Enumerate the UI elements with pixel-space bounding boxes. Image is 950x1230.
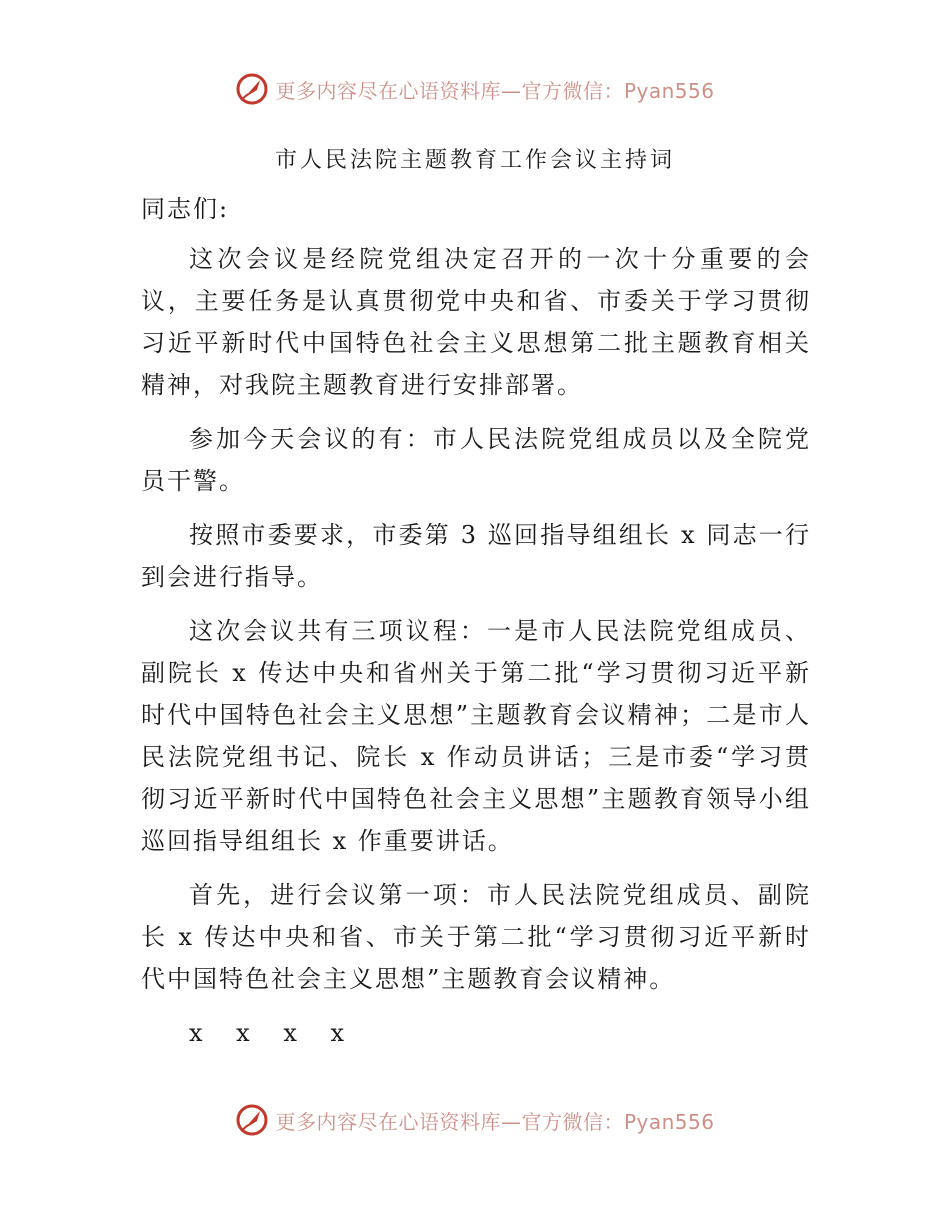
paragraph: 按照市委要求，市委第 3 巡回指导组组长 x 同志一行到会进行指导。 — [141, 521, 811, 591]
salutation: 同志们: — [141, 195, 230, 223]
document-body — [141, 188, 811, 1066]
paragraph: 首先，进行会议第一项：市人民法院党组成员、副院长 x 传达中央和省、市关于第二批“学习贯彻习近平新时代中国特色社会主义思想”主题教育会议精神。 — [141, 881, 811, 993]
paragraph: 这次会议是经院党组决定召开的一次十分重要的会议，主要任务是认真贯彻党中央和省、市委关于学习贯彻习近平新时代中国特色社会主义思想第二批主题教育相关精神，对我院主题教育进行安排部署。 — [141, 245, 811, 399]
watermark-text: 更多内容尽在心语资料库—官方微信：Pyan556 — [275, 78, 715, 103]
paragraph: 这次会议共有三项议程：一是市人民法院党组成员、副院长 x 传达中央和省州关于第二批“学习贯彻习近平新时代中国特色社会主义思想”主题教育会议精神；二是市人民法院党组书记、院长 x 作动员讲话；三是市委“学习贯彻习近平新时代中国特色社会主义思想”主题教育领导小组巡回指导组组长 x 作重要讲话。 — [141, 617, 811, 855]
watermark-text: 更多内容尽在心语资料库—官方微信：Pyan556 — [275, 1109, 715, 1134]
watermark-footer — [0, 1103, 950, 1137]
paragraph: 参加今天会议的有：市人民法院党组成员以及全院党员干警。 — [141, 425, 811, 495]
placeholder-line: x x x x — [189, 1019, 351, 1047]
watermark-header — [0, 72, 950, 106]
quill-logo-icon — [235, 72, 269, 106]
quill-logo-icon — [235, 1103, 269, 1137]
document-title: 市人民法院主题教育工作会议主持词 — [274, 148, 675, 173]
